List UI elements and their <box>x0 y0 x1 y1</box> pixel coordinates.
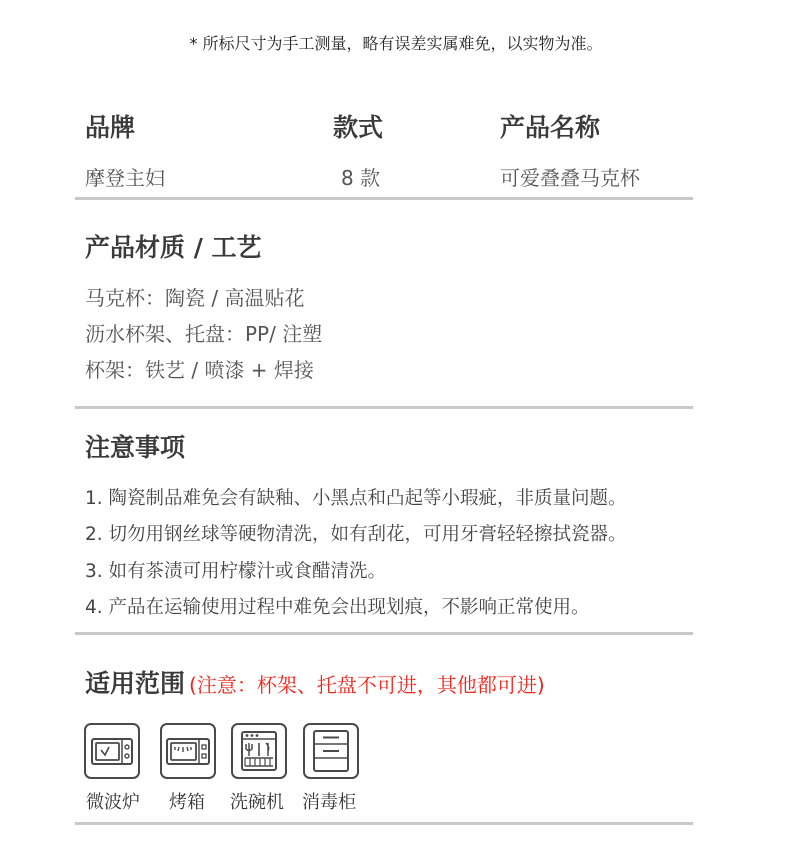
note-item-4: 4. 产品在运输使用过程中难免会出现划痕，不影响正常使用。 <box>85 597 590 618</box>
brand-value: 摩登主妇 <box>85 166 165 190</box>
scope-heading <box>85 664 545 700</box>
material-title: 产品材质 / 工艺 <box>85 233 262 262</box>
disclaimer-note: * 所标尺寸为手工测量，略有误差实属难免，以实物为准。 <box>189 34 603 53</box>
appliance-label-microwave: 微波炉 <box>86 792 140 813</box>
oven-icon <box>160 723 216 779</box>
note-item-2: 2. 切勿用钢丝球等硬物清洗，如有刮花，可用牙膏轻轻擦拭瓷器。 <box>85 524 627 545</box>
microwave-icon <box>84 723 140 779</box>
divider <box>75 406 693 409</box>
dishwasher-icon <box>231 723 287 779</box>
style-value: 8 款 <box>341 166 381 190</box>
brand-header: 品牌 <box>85 113 136 142</box>
material-line-rack-tray: 沥水杯架、托盘：PP/ 注塑 <box>85 322 323 346</box>
appliance-label-sterilizer: 消毒柜 <box>302 792 356 813</box>
notes-title: 注意事项 <box>85 433 186 462</box>
material-line-mug: 马克杯：陶瓷 / 高温贴花 <box>85 286 305 310</box>
scope-warning-note: (注意：杯架、托盘不可进，其他都可进) <box>189 673 545 697</box>
divider <box>75 822 693 825</box>
sterilizer-cabinet-icon <box>303 723 359 779</box>
product-name-header: 产品名称 <box>500 113 601 142</box>
scope-title: 适用范围 <box>85 669 186 698</box>
divider <box>75 197 693 200</box>
style-header: 款式 <box>333 113 384 142</box>
appliance-label-dishwasher: 洗碗机 <box>230 792 284 813</box>
note-item-3: 3. 如有茶渍可用柠檬汁或食醋清洗。 <box>85 561 387 582</box>
appliance-label-oven: 烤箱 <box>169 792 205 813</box>
note-item-1: 1. 陶瓷制品难免会有缺釉、小黑点和凸起等小瑕疵，非质量问题。 <box>85 488 627 509</box>
divider <box>75 632 693 635</box>
product-name-value: 可爱叠叠马克杯 <box>500 166 640 190</box>
material-line-cup-stand: 杯架：铁艺 / 喷漆 + 焊接 <box>85 358 314 382</box>
